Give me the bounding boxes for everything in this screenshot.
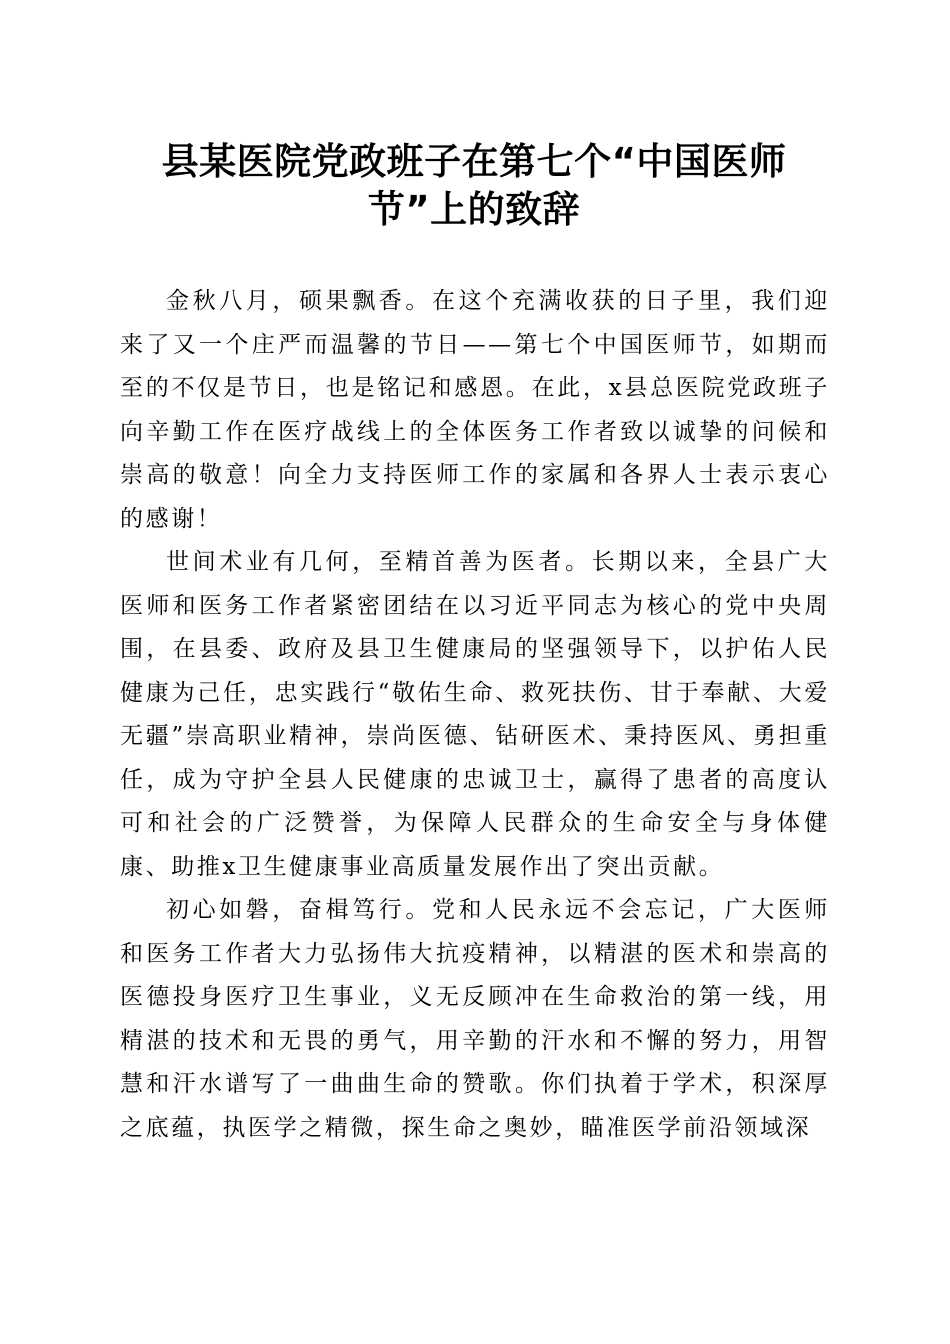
paragraph-2: 世间术业有几何，至精首善为医者。长期以来，全县广大医师和医务工作者紧密团结在以习近平同志为核心的党中央周围，在县委、政府及县卫生健康局的坚强领导下，以护佑人民健康为己任，忠实践行“敬佑生命、救死扶伤、甘于奉献、大爱无疆”崇高职业精神，崇尚医德、钻研医术、秉持医风、勇担重任，成为守护全县人民健康的忠诚卫士，赢得了患者的高度认可和社会的广泛赞誉，为保障人民群众的生命安全与身体健康、助推x卫生健康事业高质量发展作出了突出贡献。 [120, 549, 830, 880]
document-body [120, 280, 830, 1150]
paragraph-1: 金秋八月，硕果飘香。在这个充满收获的日子里，我们迎来了又一个庄严而温馨的节日——第七个中国医师节，如期而至的不仅是节日，也是铭记和感恩。在此，x县总医院党政班子向辛勤工作在医疗战线上的全体医务工作者致以诚挚的问候和崇高的敬意！向全力支持医师工作的家属和各界人士表示衷心的感谢！ [120, 288, 830, 532]
document-title: 县某医院党政班子在第七个“中国医师节”上的致辞 [161, 140, 787, 231]
paragraph-3: 初心如磐，奋楫笃行。党和人民永远不会忘记，广大医师和医务工作者大力弘扬伟大抗疫精神，以精湛的医术和崇高的医德投身医疗卫生事业，义无反顾冲在生命救治的第一线，用精湛的技术和无畏的勇气，用辛勤的汗水和不懈的努力，用智慧和汗水谱写了一曲曲生命的赞歌。你们执着于学术，积深厚之底蕴，执医学之精微，探生命之奥妙，瞄准医学前沿领域深 [120, 897, 830, 1141]
